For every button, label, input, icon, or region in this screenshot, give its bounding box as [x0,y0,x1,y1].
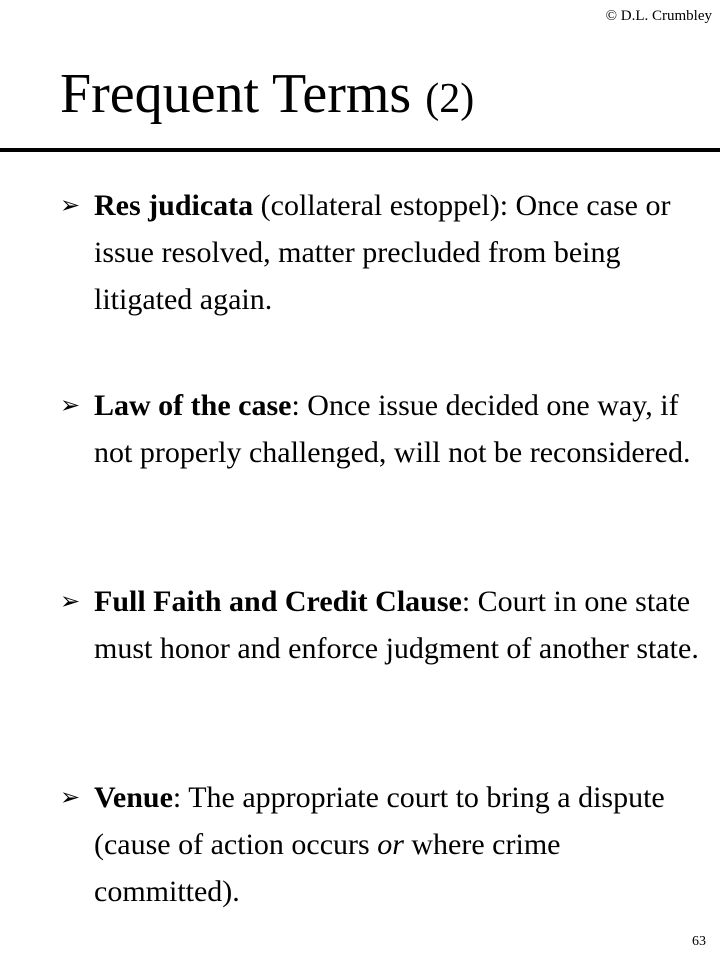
title-suffix: (2) [425,76,475,122]
bullet-term: Law of the case [94,389,292,422]
bullet-term: Full Faith and Credit Clause [94,585,462,618]
bullet-emphasis: or [377,828,404,861]
bullet-text [60,578,700,672]
bullet-law-of-the-case [60,382,700,476]
arrowhead-bullet-icon: ➢ [60,587,81,615]
bullet-text [60,774,700,915]
bullet-term: Res judicata [94,189,254,222]
arrowhead-bullet-icon: ➢ [60,391,81,419]
bullet-definition: (collateral estoppel): Once case or issue resolved, matter precluded from being litigated again. [94,189,671,316]
bullet-definition: : The appropriate court to bring a dispute (cause of action occurs [94,781,665,861]
bullet-definition-end: where crime committed). [94,828,561,908]
title-main: Frequent Terms [60,63,426,125]
bullet-definition: : Once issue decided one way, if not properly challenged, will not be reconsidered. [94,389,691,469]
arrowhead-bullet-icon: ➢ [60,191,81,219]
bullet-venue [60,774,700,915]
bullet-definition: : Court in one state must honor and enforce judgment of another state. [94,585,699,665]
title-divider [0,148,720,152]
arrowhead-bullet-icon: ➢ [60,783,81,811]
bullet-term: Venue [94,781,173,814]
page-number: 63 [692,934,706,949]
bullet-full-faith-and-credit [60,578,700,672]
bullet-text [60,182,700,323]
bullet-text [60,382,700,476]
slide-title [60,63,475,125]
copyright-notice: © D.L. Crumbley [605,8,712,24]
bullet-res-judicata [60,182,700,323]
